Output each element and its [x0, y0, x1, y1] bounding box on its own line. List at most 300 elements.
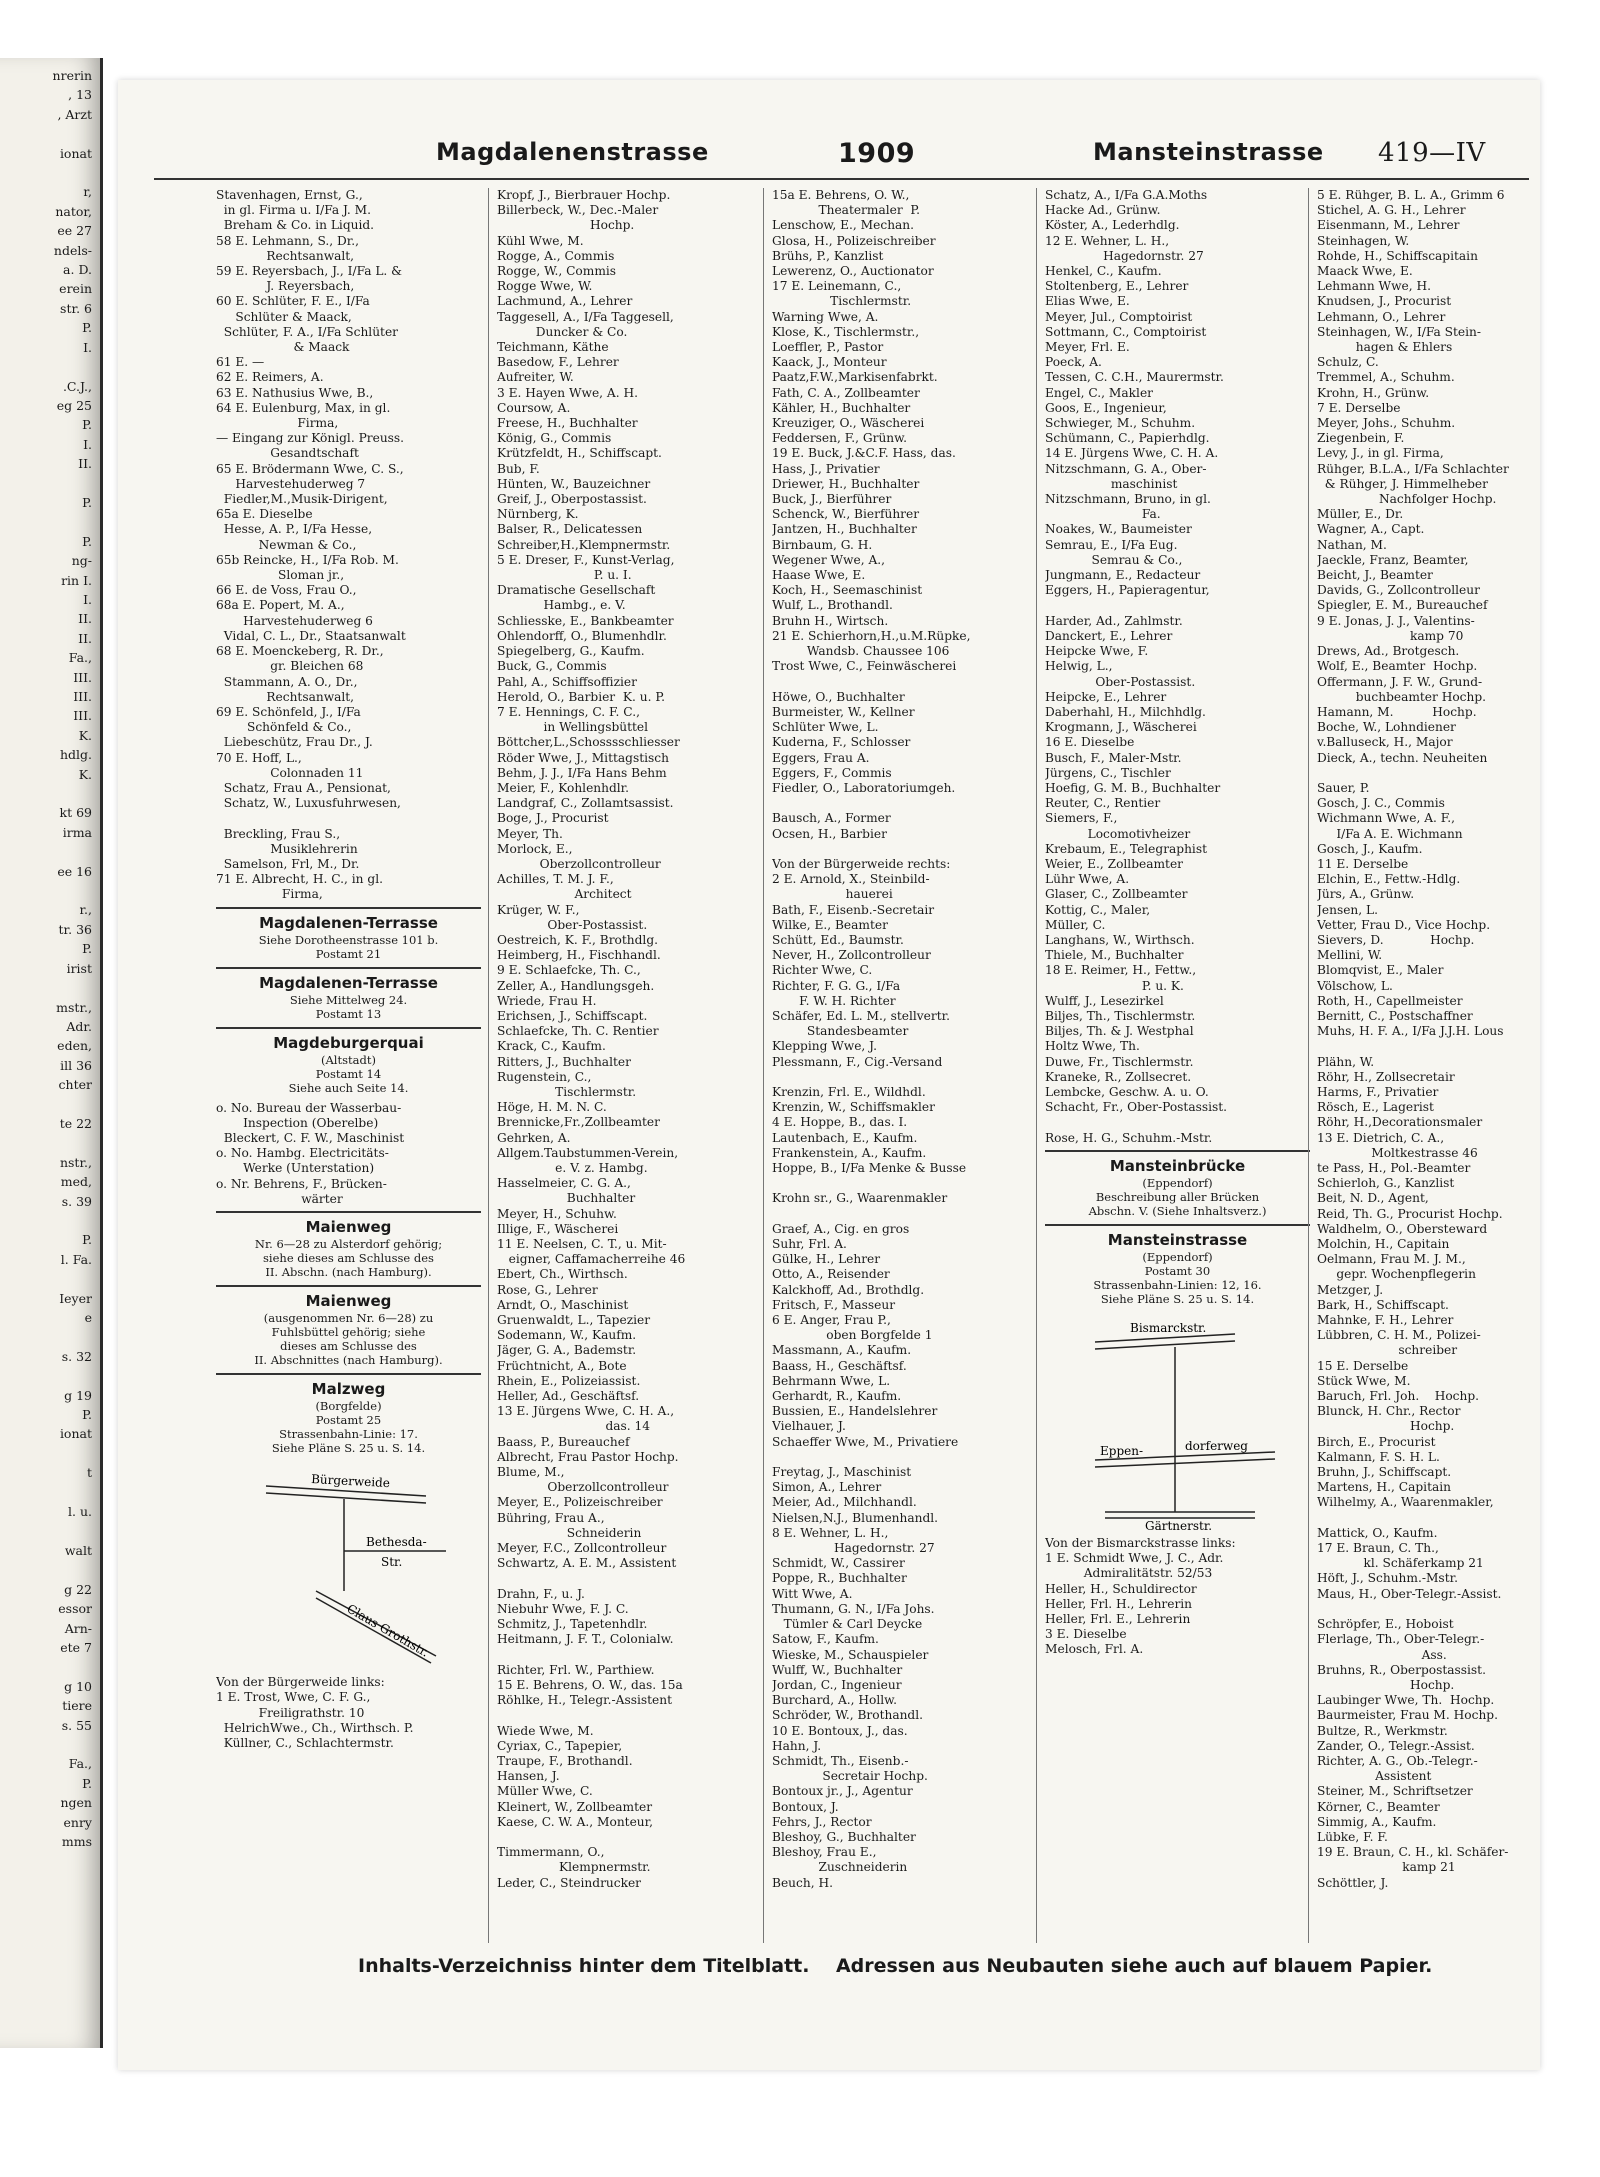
entry-line: Schulz, C.	[1317, 355, 1379, 370]
entry-line: Fiedler, O., Laboratoriumgeh.	[772, 780, 956, 795]
entry-line: Wolf, E., Beamter Hochp.	[1317, 659, 1478, 674]
entry-line: Billerbeck, W., Dec.-Maler	[497, 203, 659, 218]
entry-line: Timmermann, O.,	[497, 1845, 605, 1860]
entry-line: 68 E. Moenckeberg, R. Dr.,	[216, 644, 384, 659]
entry-line: Schmitz, J., Tapetenhdlr.	[497, 1617, 648, 1632]
entry-line: P.	[82, 1232, 92, 1248]
entry-line: te Pass, H., Pol.-Beamter	[1317, 1161, 1471, 1175]
section-maienweg-1	[216, 1211, 481, 1279]
entry-line: Morlock, E.,	[497, 841, 573, 856]
entry-line: Rechtsanwalt,	[216, 689, 355, 704]
entry-line: Brennicke,Fr.,Zollbeamter	[497, 1115, 660, 1130]
entry-line: Drahn, F., u. J.	[497, 1586, 585, 1601]
entry-line: Röder Wwe, J., Mittagstisch	[497, 750, 669, 765]
entry-line: K.	[78, 766, 92, 782]
section-line: Strassenbahn-Linien: 12, 16.	[1093, 1277, 1262, 1292]
entry-line	[0, 1211, 92, 1230]
entry-line: 15 E. Derselbe	[1317, 1358, 1409, 1373]
entry-line: Schatz, A., I/Fa G.A.Moths	[1045, 188, 1208, 202]
entry-line: Wieske, M., Schauspieler	[772, 1647, 929, 1662]
section-title: Magdeburgerquai	[273, 1033, 424, 1052]
entry-line: Noakes, W., Baumeister	[1045, 522, 1192, 537]
entry-line: Hagedornstr. 27	[772, 1541, 935, 1556]
entry-line: Rose, G., Lehrer	[497, 1282, 598, 1297]
malzweg-street-map	[216, 1461, 476, 1671]
entry-line: Vetter, Frau D., Vice Hochp.	[1317, 917, 1491, 932]
entry-line: Ocsen, H., Barbier	[772, 826, 887, 841]
entry-line	[1045, 598, 1310, 613]
entry-line	[772, 1176, 1037, 1191]
entry-line: Stoltenberg, E., Lehrer	[1045, 279, 1189, 294]
entry-line: ill 36	[60, 1057, 92, 1073]
entry-line: e. V. z. Hambg.	[497, 1161, 648, 1175]
entry-line: Maack Wwe, E.	[1317, 264, 1413, 279]
entry-line: 6 E. Anger, Frau P.,	[772, 1313, 891, 1328]
entry-line: Schwartz, A. E. M., Assistent	[497, 1556, 677, 1571]
entry-line	[772, 1070, 1037, 1085]
entry-line: Roth, H., Capellmeister	[1317, 993, 1463, 1008]
entry-line: Höft, J., Schuhm.-Mstr.	[1317, 1571, 1458, 1586]
entry-line: Jungmann, E., Redacteur	[1045, 568, 1201, 583]
entry-line: Freiligrathstr. 10	[216, 1705, 365, 1720]
entry-line: Schneiderin	[497, 1525, 642, 1540]
entry-line: l. u.	[68, 1504, 92, 1520]
entry-line: Muhs, H. F. A., I/Fa J.J.H. Lous	[1317, 1024, 1504, 1039]
entry-line	[0, 978, 92, 997]
column-2	[488, 188, 762, 1943]
entry-line: P.	[82, 417, 92, 433]
entry-line: Lenschow, E., Mechan.	[772, 218, 915, 233]
entry-line: Bruhn, J., Schiffscapt.	[1317, 1465, 1452, 1480]
entry-line: Flerlage, Th., Ober-Telegr.-	[1317, 1632, 1485, 1647]
entry-line: König, G., Commis	[497, 431, 612, 446]
entry-line: erein	[59, 281, 92, 297]
entry-line: Gehrken, A.	[497, 1130, 571, 1145]
entry-line: Holtz Wwe, Th.	[1045, 1039, 1140, 1054]
entry-line: Meyer, H., Schuhw.	[497, 1206, 617, 1221]
entry-line: tr. 36	[58, 921, 92, 937]
entry-line: Allgem.Taubstummen-Verein,	[497, 1145, 679, 1160]
entry-line: e	[84, 1310, 92, 1325]
entry-line: 4 E. Hoppe, B., das. I.	[772, 1115, 908, 1130]
entry-line: Sievers, D. Hochp.	[1317, 932, 1475, 947]
entry-line: Dramatische Gesellschaft	[497, 583, 656, 598]
entry-line: Harvestehuderweg 7	[216, 476, 366, 491]
entry-line: Ebert, Ch., Wirthsch.	[497, 1267, 628, 1282]
entry-line: Firma,	[216, 416, 339, 431]
entry-line: Rose, H. G., Schuhm.-Mstr.	[1045, 1130, 1213, 1145]
entry-line: 14 E. Jürgens Wwe, C. H. A.	[1045, 446, 1219, 461]
section-line: Siehe Pläne S. 25 u. S. 14.	[271, 1440, 426, 1455]
entry-line: Simon, A., Lehrer	[772, 1480, 882, 1495]
entry-line: Schierloh, G., Kanzlist	[1317, 1176, 1455, 1191]
entry-line: Baass, P., Bureauchef	[497, 1434, 630, 1449]
entry-line	[0, 1095, 92, 1114]
entry-line: Schwieger, M., Schuhm.	[1045, 416, 1196, 431]
entry-line: 12 E. Wehner, L. H.,	[1045, 233, 1170, 248]
entry-line: 18 E. Reimer, H., Fettw.,	[1045, 963, 1197, 978]
entry-line: Hochp.	[497, 218, 635, 233]
map-label-buergerweide: Bürgerweide	[310, 1471, 391, 1491]
entry-line: Basedow, F., Lehrer	[497, 355, 619, 370]
entry-line: Bussien, E., Handelslehrer	[772, 1404, 938, 1419]
entry-line: Von der Bürgerweide rechts:	[772, 856, 951, 871]
entry-line: Bleckert, C. F. W., Maschinist	[216, 1130, 405, 1145]
entry-line: Fa.,	[68, 1756, 92, 1772]
entry-line: v.Balluseck, H., Major	[1317, 735, 1453, 750]
entry-line: Lembcke, Geschw. A. u. O.	[1045, 1084, 1209, 1099]
header-rule	[154, 178, 1529, 180]
entry-line: Daberhahl, H., Milchhdlg.	[1045, 704, 1206, 719]
entries-column-5	[1317, 188, 1547, 1891]
entry-line: Standesbeamter	[772, 1024, 909, 1039]
entry-line: Samelson, Frl, M., Dr.	[216, 856, 360, 871]
entry-line: Thumann, G. N., I/Fa Johs.	[772, 1601, 935, 1616]
entry-line: Achilles, T. M. J. F.,	[497, 872, 614, 887]
entry-line: Harms, F., Privatier	[1317, 1084, 1439, 1099]
map-label-claus-groth: Claus Grothstr.	[344, 1601, 432, 1660]
entry-line: mms	[61, 1833, 92, 1849]
header-right-street: Mansteinstrasse	[1093, 138, 1324, 166]
entry-line: Kraneke, R., Zollsecret.	[1045, 1069, 1192, 1084]
entry-line: Melosch, Frl. A.	[1045, 1642, 1144, 1657]
entry-line: Ritters, J., Buchhalter	[497, 1054, 631, 1069]
entry-line: Arn-	[64, 1620, 92, 1636]
entry-line: Niebuhr Wwe, F. J. C.	[497, 1601, 629, 1616]
entry-line: Semrau & Co.,	[1045, 552, 1183, 567]
entry-line: Von der Bismarckstrasse links:	[1045, 1536, 1236, 1550]
entry-line: Kottig, C., Maler,	[1045, 902, 1151, 917]
section-line: (Altstadt)	[321, 1052, 376, 1067]
entry-line: Architect	[497, 887, 632, 902]
directory-page	[118, 80, 1540, 2070]
section-line: (Borgfelde)	[315, 1398, 382, 1413]
entry-line: Zander, O., Telegr.-Assist.	[1317, 1738, 1475, 1753]
entry-line: Eggers, Frau A.	[772, 750, 870, 765]
entry-line: eden,	[57, 1038, 92, 1054]
entry-line: rin I.	[61, 572, 92, 588]
section-title: Magdalenen-Terrasse	[259, 913, 438, 932]
entry-line	[0, 1444, 92, 1463]
page-header	[118, 80, 1540, 176]
entry-line: Küllner, C., Schlachtermstr.	[216, 1735, 394, 1750]
entry-line: g 22	[64, 1581, 92, 1597]
entry-line: Ass.	[1317, 1647, 1447, 1662]
entry-line: Fritsch, F., Masseur	[772, 1297, 896, 1312]
entry-line	[0, 474, 92, 493]
entry-line: Rugenstein, C.,	[497, 1069, 592, 1084]
entry-line: Krützfeldt, H., Schiffscapt.	[497, 446, 662, 461]
entry-line: Hasselmeier, C. G. A.,	[497, 1176, 631, 1191]
entry-line: Tessen, C. C.H., Maurermstr.	[1045, 370, 1224, 385]
entry-line: Wandsb. Chaussee 106	[772, 644, 950, 659]
entry-line: Hacke Ad., Grünw.	[1045, 203, 1161, 218]
entry-line: Tremmel, A., Schuhm.	[1317, 370, 1455, 385]
entry-line: Völschow, L.	[1317, 978, 1393, 993]
entry-line: Krebaum, E., Telegraphist	[1045, 841, 1207, 856]
entry-line: 5 E. Rühger, B. L. A., Grimm 6	[1317, 188, 1505, 202]
entry-line: chter	[58, 1077, 92, 1093]
entry-line: III.	[73, 708, 92, 724]
entry-line: — Eingang zur Königl. Preuss.	[216, 431, 405, 446]
entry-line: Breham & Co. in Liquid.	[216, 218, 375, 233]
entry-line: Hahn, J.	[772, 1738, 822, 1753]
entry-line: Nürnberg, K.	[497, 507, 579, 522]
entry-line: Rechtsanwalt,	[216, 248, 355, 263]
entry-line: Krohn sr., G., Waarenmakler	[772, 1191, 948, 1206]
entry-line: Beicht, J., Beamter	[1317, 568, 1433, 583]
section-line: Postamt 14	[315, 1066, 382, 1081]
entry-line: Kähler, H., Buchhalter	[772, 400, 911, 415]
entry-line: Heller, Ad., Geschäftsf.	[497, 1389, 640, 1404]
entry-line	[0, 1366, 92, 1385]
entry-line: Martens, H., Capitain	[1317, 1480, 1451, 1495]
entry-line: Schlaefcke, Th. C. Rentier	[497, 1024, 659, 1039]
mansteinstrasse-street-map	[1045, 1312, 1307, 1532]
entry-line: Drews, Ad., Brotgesch.	[1317, 644, 1460, 659]
entry-line: Schlüter Wwe, L.	[772, 720, 879, 735]
entry-line: Behrmann Wwe, L.	[772, 1373, 891, 1388]
entry-line: Coursow, A.	[497, 400, 571, 415]
section-title: Mansteinstrasse	[1107, 1230, 1248, 1249]
entries-column-2	[497, 188, 762, 1891]
entry-line: Moltkestrasse 46	[1317, 1145, 1478, 1160]
entry-line: o. No. Hambg. Electricitäts-	[216, 1146, 389, 1161]
entry-line: K.	[78, 727, 92, 743]
entry-line: mstr.,	[56, 999, 92, 1015]
entry-line: Werke (Unterstation)	[216, 1161, 375, 1176]
entry-line: Von der Bürgerweide links:	[216, 1675, 385, 1690]
entry-line: 9 E. Jonas, J. J., Valentins-	[1317, 613, 1475, 628]
entry-line: Elias Wwe, E.	[1045, 294, 1130, 309]
entry-line: Schütt, Ed., Baumstr.	[772, 932, 904, 947]
entry-line: Henkel, C., Kaufm.	[1045, 264, 1162, 279]
entry-line	[0, 1327, 92, 1346]
entry-line: II.	[78, 611, 92, 627]
entry-line: Lehmann Wwe, H.	[1317, 279, 1431, 294]
entry-line: eigner, Caffamacherreihe 46	[497, 1252, 686, 1267]
section-line: Postamt 30	[1144, 1263, 1211, 1278]
entry-line: Bleshoy, G., Buchhalter	[772, 1829, 916, 1844]
entry-line: Hoefig, G. M. B., Buchhalter	[1045, 780, 1221, 795]
entry-line: 65 E. Brödermann Wwe, C. S.,	[216, 461, 404, 476]
entry-line	[772, 842, 1037, 857]
entry-line: Jürs, A., Grünw.	[1317, 887, 1415, 902]
entry-line: Schliesske, E., Bankbeamter	[497, 613, 674, 628]
entry-line	[0, 784, 92, 803]
entry-line: Koch, H., Seemaschinist	[772, 583, 923, 598]
entries-malzweg	[216, 1675, 481, 1751]
entry-line: Lehmann, O., Lehrer	[1317, 309, 1446, 324]
header-left-street: Magdalenenstrasse	[436, 138, 709, 166]
entry-line: 69 E. Schönfeld, J., I/Fa	[216, 704, 361, 719]
entry-line: Taggesell, A., I/Fa Taggesell,	[497, 309, 674, 324]
entry-line	[0, 1269, 92, 1288]
entry-line: 3 E. Hayen Wwe, A. H.	[497, 385, 638, 400]
entry-line: 15 E. Behrens, O. W., das. 15a	[497, 1677, 683, 1692]
entry-line: Witt Wwe, A.	[772, 1586, 853, 1601]
entry-line: Rogge Wwe, W.	[497, 279, 593, 294]
entry-line: Schatz, W., Luxusfuhrwesen,	[216, 796, 401, 811]
entry-line: Meier, Ad., Milchhandl.	[772, 1495, 917, 1510]
entry-line: ee 27	[57, 223, 92, 239]
entry-line: ionat	[59, 1426, 92, 1442]
entry-line: Satow, F., Kaufm.	[772, 1632, 879, 1647]
entry-line	[0, 1657, 92, 1676]
entry-line: Inspection (Oberelbe)	[216, 1115, 379, 1130]
entry-line: Schreiber,H.,Klempnermstr.	[497, 537, 671, 552]
entry-line	[1317, 1602, 1547, 1617]
entry-line: g 19	[64, 1387, 92, 1403]
header-page-number: 419—IV	[1378, 138, 1486, 168]
entry-line: Harvestehuderweg 6	[216, 613, 373, 628]
entry-line: a. D.	[63, 262, 92, 278]
entry-line: Maus, H., Ober-Telegr.-Assist.	[1317, 1586, 1502, 1601]
entry-line: Richter Wwe, C.	[772, 963, 873, 978]
entry-line: 1 E. Schmidt Wwe, J. C., Adr.	[1045, 1551, 1224, 1566]
entry-line: Semrau, E., I/Fa Eug.	[1045, 537, 1178, 552]
entry-line: Adr.	[66, 1018, 92, 1034]
entry-line: 11 E. Derselbe	[1317, 856, 1409, 871]
entry-line: Greif, J., Oberpostassist.	[497, 492, 647, 507]
entry-line: Plähn, W.	[1317, 1054, 1375, 1069]
entry-line	[0, 1735, 92, 1754]
column-5	[1308, 188, 1547, 1943]
entry-line: irma	[62, 824, 92, 840]
entry-line: r,	[83, 184, 92, 200]
entry-line: Meier, F., Kohlenhdlr.	[497, 780, 630, 795]
map-label-bethesda: Bethesda-	[366, 1534, 427, 1549]
entry-line: Gesandtschaft	[216, 446, 359, 461]
entry-line: P.	[82, 320, 92, 336]
entries-magdalenenstrasse	[216, 188, 481, 903]
entry-line: Fath, C. A., Zollbeamter	[772, 385, 920, 400]
entry-line: ionat	[59, 145, 92, 161]
entry-line: Biljes, Th. & J. Westphal	[1045, 1024, 1194, 1039]
entry-line: 2 E. Arnold, X., Steinbild-	[772, 872, 930, 887]
entry-line: Müller Wwe, C.	[497, 1784, 593, 1799]
entry-line	[0, 842, 92, 861]
entry-line	[0, 1521, 92, 1540]
entry-line	[772, 1450, 1037, 1465]
entry-line	[772, 1207, 1037, 1222]
entry-line: nator,	[55, 203, 92, 219]
entry-line: Laubinger Wwe, Th. Hochp.	[1317, 1693, 1495, 1708]
entry-line: Levy, J., in gl. Firma,	[1317, 446, 1444, 461]
entry-line: I.	[83, 339, 92, 355]
entry-line: Oestreich, K. F., Brothdlg.	[497, 932, 658, 947]
entry-line: Schlüter, F. A., I/Fa Schlüter	[216, 324, 398, 339]
entry-line: Kleinert, W., Zollbeamter	[497, 1799, 653, 1814]
entry-line: Baass, H., Geschäftsf.	[772, 1358, 907, 1373]
entry-line: Stavenhagen, Ernst, G.,	[216, 188, 363, 202]
entry-line: Gülke, H., Lehrer	[772, 1252, 881, 1267]
entry-line: ndels-	[53, 242, 92, 258]
entry-line: Balser, R., Delicatessen	[497, 522, 643, 537]
entry-line: in gl. Firma u. I/Fa J. M.	[216, 203, 372, 218]
entry-line: Wulff, W., Buchhalter	[772, 1662, 903, 1677]
entry-line: o. No. Bureau der Wasserbau-	[216, 1100, 402, 1115]
entry-line: Wiede Wwe, M.	[497, 1723, 594, 1738]
entry-line	[1317, 766, 1547, 781]
section-line: Strassenbahn-Linie: 17.	[279, 1426, 418, 1441]
entry-line: Meyer, F.C., Zollcontrolleur	[497, 1541, 667, 1556]
entry-line: Tischlermstr.	[497, 1084, 637, 1099]
entry-line: hagen & Ehlers	[1317, 340, 1453, 355]
entry-line: Schäfer, Ed. L. M., stellvertr.	[772, 1008, 950, 1023]
entry-line: II.	[78, 630, 92, 646]
entry-line: hauerei	[772, 887, 893, 902]
entry-line: Ober-Postassist.	[1045, 674, 1196, 689]
entry-line: Bühring, Frau A.,	[497, 1510, 605, 1525]
entry-line: & Maack	[216, 340, 350, 355]
entry-line: Heipcke Wwe, F.	[1045, 644, 1149, 659]
entry-line: Hamann, M. Hochp.	[1317, 704, 1477, 719]
entry-line: Bruhn H., Wirtsch.	[772, 613, 889, 628]
entry-line: Erichsen, J., Schiffscapt.	[497, 1008, 648, 1023]
entry-line: Körner, C., Beamter	[1317, 1799, 1440, 1814]
section-line: (ausgenommen Nr. 6—28) zu	[263, 1310, 434, 1325]
entry-line: Oberzollcontrolleur	[497, 856, 661, 871]
entry-line: Bub, F.	[497, 461, 540, 476]
entry-line: Krack, C., Kaufm.	[497, 1039, 606, 1054]
entry-line	[0, 1133, 92, 1152]
entry-line: 17 E. Leinemann, C.,	[772, 279, 902, 294]
entry-line: Liebeschütz, Frau Dr., J.	[216, 735, 373, 750]
entries-column-3	[772, 188, 1037, 1891]
column-4	[1036, 188, 1310, 1943]
entry-line: o. Nr. Behrens, F., Brücken-	[216, 1176, 387, 1191]
entry-line: Bultze, R., Werkmstr.	[1317, 1723, 1448, 1738]
entry-line: walt	[64, 1542, 92, 1558]
entry-line: Danckert, E., Lehrer	[1045, 628, 1173, 643]
entry-line	[0, 163, 92, 182]
entry-line: Poppe, R., Buchhalter	[772, 1571, 907, 1586]
entry-line	[1045, 1115, 1310, 1130]
entry-line: Pahl, A., Schiffsoffizier	[497, 674, 637, 689]
map-label-gaertnerstr: Gärtnerstr.	[1145, 1518, 1213, 1532]
entry-line: Plessmann, F., Cig.-Versand	[772, 1054, 943, 1069]
entry-line: das. 14	[497, 1419, 651, 1434]
entry-line: Wriede, Frau H.	[497, 993, 597, 1008]
section-line: Siehe auch Seite 14.	[288, 1080, 409, 1095]
entry-line: Suhr, Frl. A.	[772, 1237, 847, 1252]
section-line: Abschn. V. (Siehe Inhaltsverz.)	[1088, 1203, 1267, 1218]
entry-line: Spiegler, E. M., Bureauchef	[1317, 598, 1488, 613]
entry-line: Helwig, L.,	[1045, 659, 1113, 674]
entry-line: Paatz,F.W.,Markisenfabrkt.	[772, 370, 938, 385]
entry-line: Heipcke, E., Lehrer	[1045, 689, 1167, 704]
entry-line: Driewer, H., Buchhalter	[772, 476, 920, 491]
column-1	[216, 188, 481, 1751]
entry-line: ng-	[71, 553, 92, 569]
entry-line: Mellini, W.	[1317, 948, 1383, 963]
entry-line: irist	[66, 960, 92, 976]
entry-line: Duncker & Co.	[497, 324, 628, 339]
entry-line: Jürgens, C., Tischler	[1045, 765, 1171, 780]
section-line: Postamt 25	[315, 1412, 382, 1427]
entry-line: Locomotivheizer	[1045, 826, 1191, 841]
entry-line: 17 E. Braun, C. Th.,	[1317, 1541, 1439, 1556]
entry-line: Hass, J., Privatier	[772, 461, 880, 476]
entry-line: .C.J.,	[62, 378, 92, 394]
section-line: Beschreibung aller Brücken	[1095, 1189, 1260, 1204]
entry-line: Tümler & Carl Deycke	[772, 1617, 923, 1632]
entry-line: 68a E. Popert, M. A.,	[216, 598, 345, 613]
entry-line: Fa.	[1045, 507, 1161, 522]
entry-line: Nitzschmann, G. A., Ober-	[1045, 461, 1207, 476]
entry-line: 19 E. Buck, J.&C.F. Hass, das.	[772, 446, 956, 461]
